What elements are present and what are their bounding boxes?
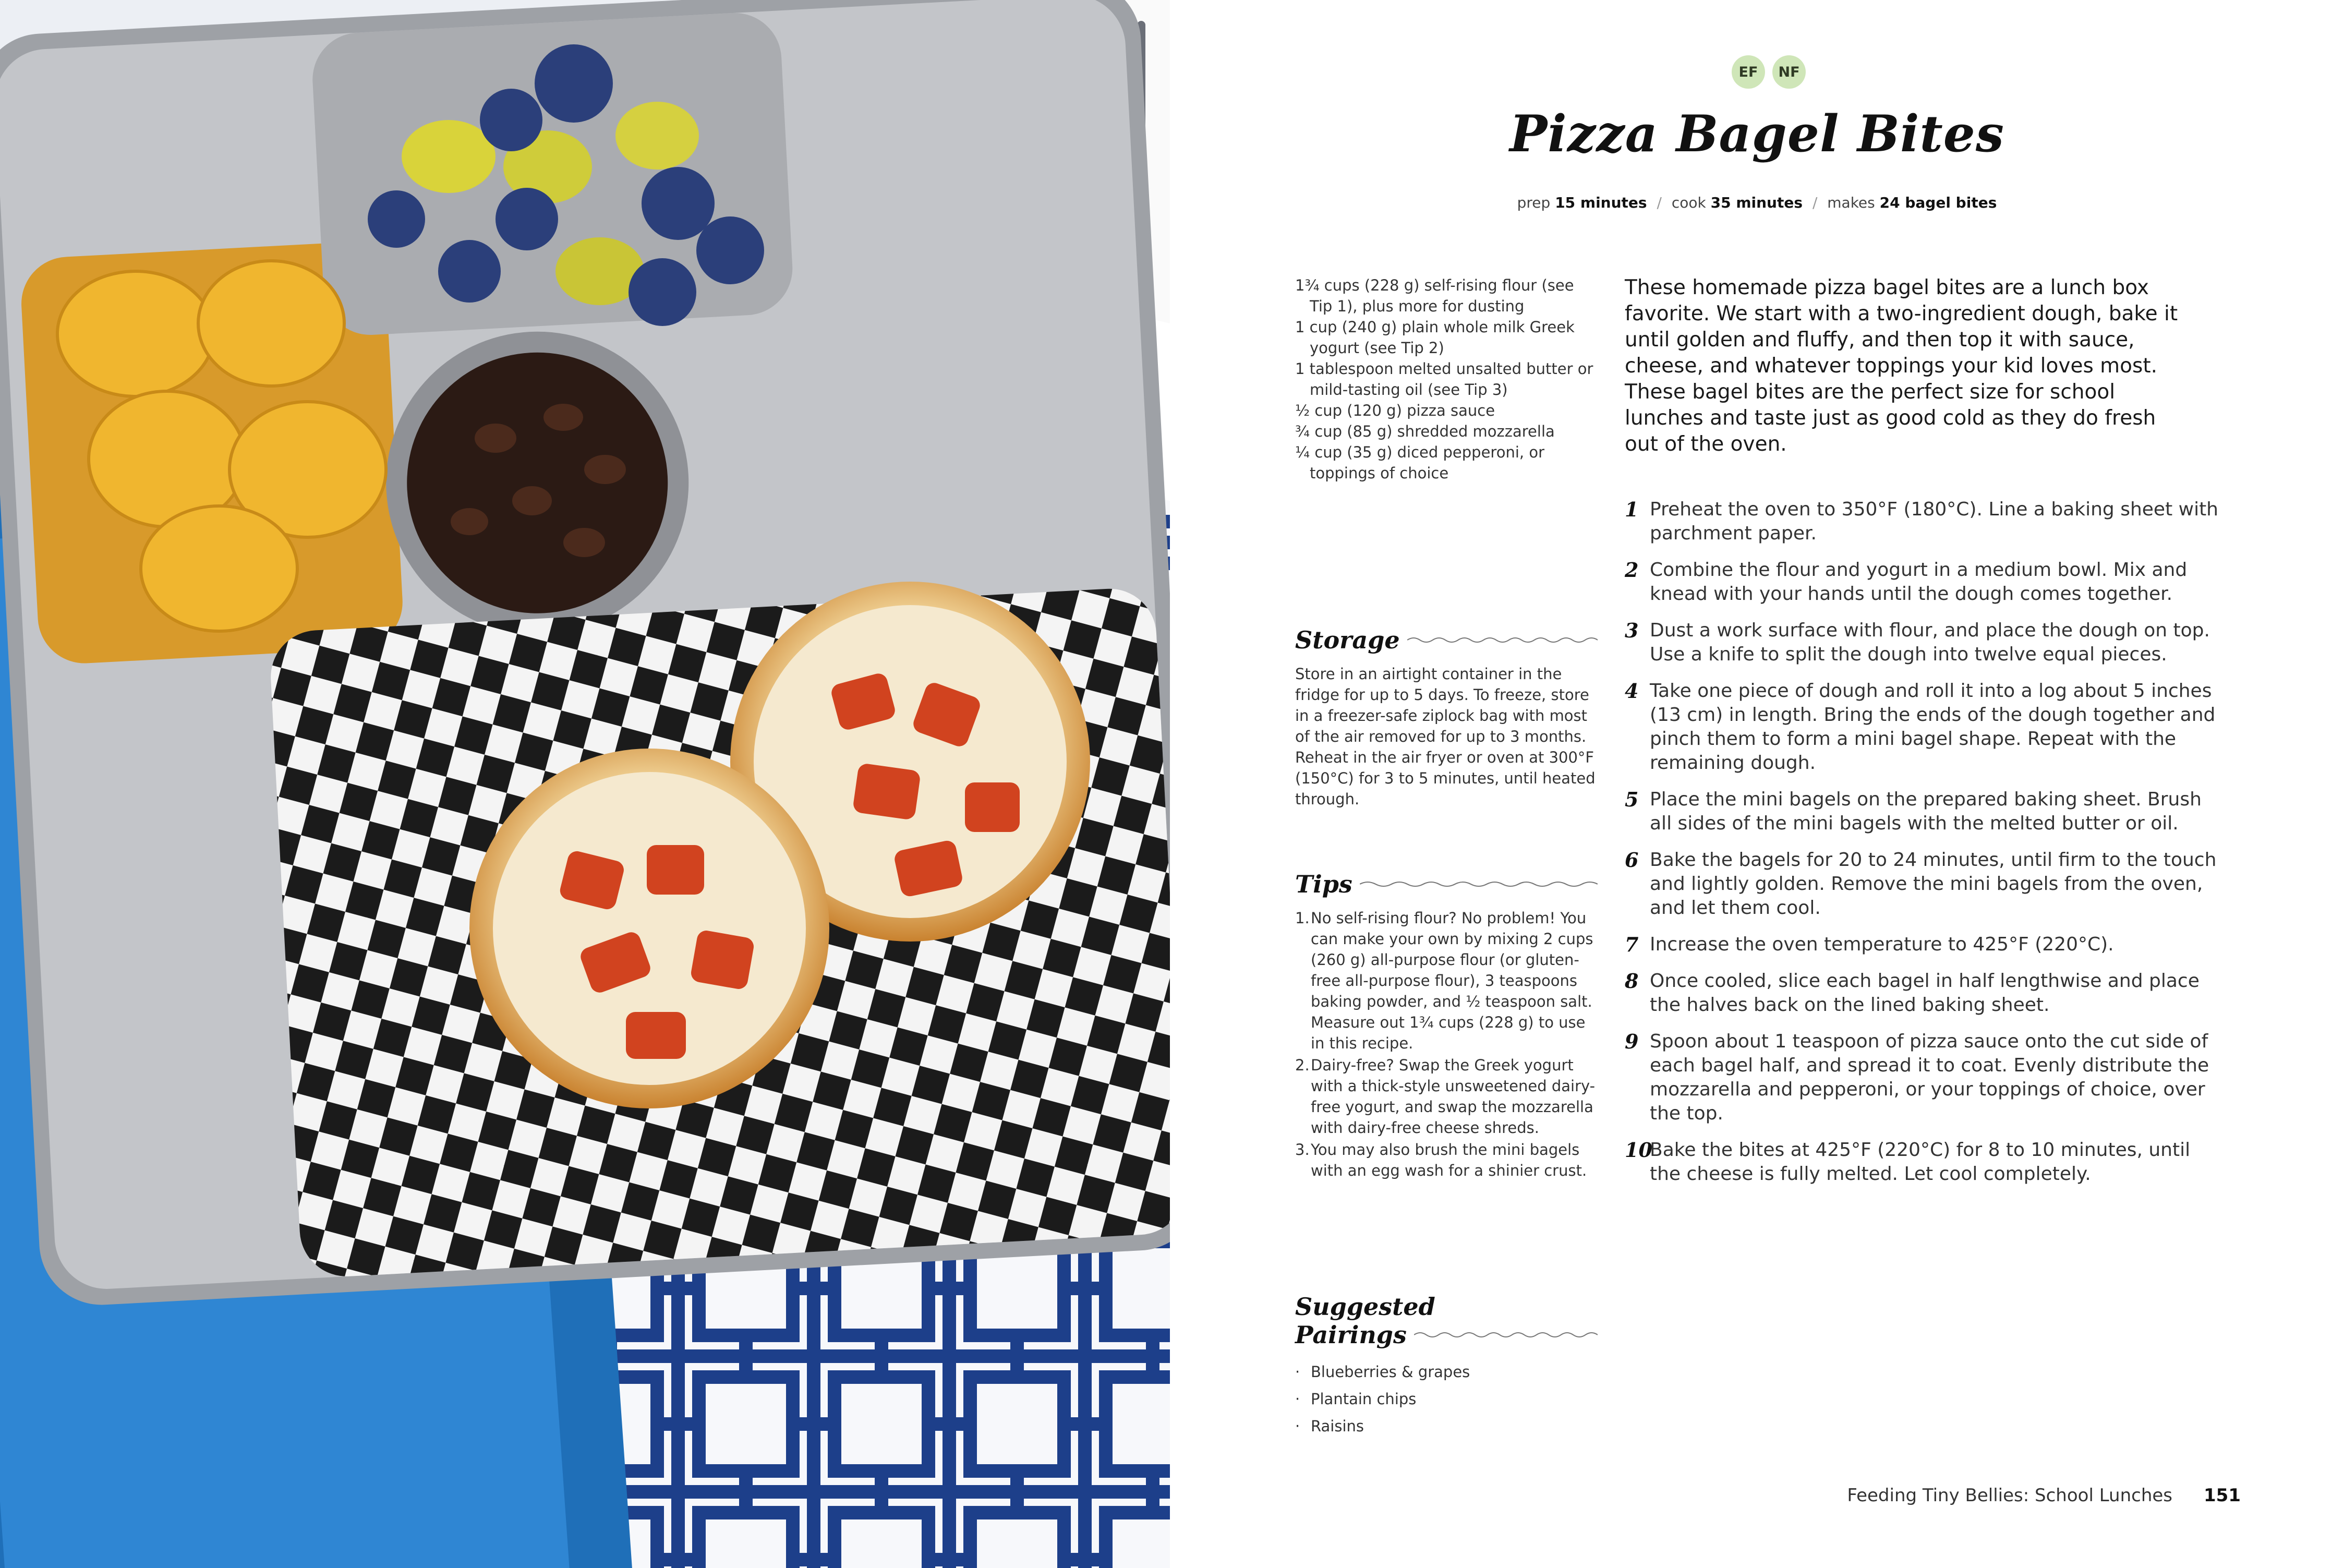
bullet-icon: ·: [1295, 1363, 1300, 1381]
step-item: [1625, 558, 2225, 606]
pairing-text: Blueberries & grapes: [1311, 1363, 1470, 1381]
cook-value: 35 minutes: [1710, 194, 1803, 211]
tips-section: [1295, 870, 1598, 1182]
wave-divider-icon: [1407, 636, 1598, 644]
recipe-page: [1170, 0, 2344, 1568]
ingredient-item: ¼ cup (35 g) diced pepperoni, or toppings of choice: [1295, 443, 1545, 482]
step-item: [1625, 1138, 2225, 1186]
recipe-title: Pizza Bagel Bites: [1509, 104, 2004, 163]
step-text: Spoon about 1 teaspoon of pizza sauce onto the cut side of each bagel half, and spread it to coat. Evenly distribute the mozzarella and pepperoni, or your toppings of choice, over the top.: [1650, 1031, 2209, 1124]
tip-number: 1.: [1295, 909, 1310, 927]
makes-label: makes: [1827, 194, 1875, 211]
pairing-item: [1295, 1413, 1598, 1440]
step-item: [1625, 848, 2225, 920]
step-item: [1625, 1030, 2225, 1126]
step-number: 7: [1625, 933, 1639, 956]
tip-item: [1295, 1139, 1598, 1181]
tip-text: No self-rising flour? No problem! You can make your own by mixing 2 cups (260 g) all-purpose flour (or gluten-free all-purpose flour), 3 teaspoons baking powder, and ½ teaspoon salt. Measure out 1¾ cups (228 g) to use in this recipe.: [1311, 909, 1593, 1052]
recipe-intro: These homemade pizza bagel bites are a lunch box favorite. We start with a two-ingredient dough, bake it until golden and fluffy, and then top it with sauce, cheese, and whatever toppings your kid loves most. These bagel bites are the perfect size for school lunches and taste just as good cold as they do fresh out of the oven.: [1625, 276, 2178, 456]
step-item: [1625, 788, 2225, 836]
step-text: Increase the oven temperature to 425°F (220°C).: [1650, 934, 2114, 955]
ingredient-item: 1¾ cups (228 g) self-rising flour (see Tip 1), plus more for dusting: [1295, 276, 1574, 315]
page-number: 151: [2204, 1485, 2241, 1506]
step-text: Once cooled, slice each bagel in half lengthwise and place the halves back on the lined baking sheet.: [1650, 970, 2200, 1016]
pairings-heading-line1: Suggested: [1295, 1293, 1435, 1321]
step-item: [1625, 679, 2225, 775]
step-number: 2: [1625, 558, 1639, 582]
step-text: Take one piece of dough and roll it into a log about 5 inches (13 cm) in length. Bring the ends of the dough together and pinch them to form a mini bagel shape. Repeat with the remaining dough.: [1650, 680, 2216, 774]
step-item: [1625, 969, 2225, 1017]
footer-section-title: Feeding Tiny Bellies: School Lunches: [1847, 1485, 2173, 1506]
recipe-meta: [1170, 194, 2344, 211]
tip-item: [1295, 908, 1598, 1054]
step-number: 1: [1625, 498, 1639, 521]
tip-text: Dairy-free? Swap the Greek yogurt with a thick-style unsweetened dairy-free yogurt, and swap the mozzarella with dairy-free cheese shreds.: [1311, 1056, 1596, 1137]
step-text: Bake the bagels for 20 to 24 minutes, until firm to the touch and lightly golden. Remove the mini bagels from the oven, and let them cool.: [1650, 849, 2217, 919]
pairing-item: [1295, 1358, 1598, 1385]
ingredient-item: 1 tablespoon melted unsalted butter or mild-tasting oil (see Tip 3): [1295, 360, 1593, 399]
step-text: Bake the bites at 425°F (220°C) for 8 to 10 minutes, until the cheese is fully melted. Let cool completely.: [1650, 1139, 2191, 1185]
nut-free-badge: NF: [1772, 55, 1806, 89]
wave-divider-icon: [1414, 1331, 1598, 1339]
step-number: 8: [1625, 969, 1639, 993]
tip-number: 3.: [1295, 1141, 1310, 1159]
pairings-list: [1295, 1358, 1598, 1440]
ingredient-item: 1 cup (240 g) plain whole milk Greek yogurt (see Tip 2): [1295, 318, 1575, 357]
ingredients-list: [1295, 275, 1598, 484]
ingredient-item: ½ cup (120 g) pizza sauce: [1295, 402, 1495, 419]
step-number: 3: [1625, 619, 1639, 642]
pairings-section: [1295, 1293, 1598, 1440]
storage-text: Store in an airtight container in the fridge for up to 5 days. To freeze, store in a freezer-safe ziplock bag with most of the air removed for up to 3 months. Reheat in the air fryer or oven at 300°F (150°C) for 3 to 5 minutes, until heated through.: [1295, 665, 1596, 808]
pairings-heading-row: [1295, 1321, 1598, 1349]
step-text: Preheat the oven to 350°F (180°C). Line a baking sheet with parchment paper.: [1650, 499, 2219, 544]
step-number: 6: [1625, 848, 1639, 872]
step-number: 9: [1625, 1030, 1639, 1053]
makes-value: 24 bagel bites: [1879, 194, 1997, 211]
tip-item: [1295, 1055, 1598, 1138]
storage-section: [1295, 626, 1598, 810]
step-item: [1625, 619, 2225, 667]
tip-number: 2.: [1295, 1056, 1310, 1074]
pairings-heading-line2: Pairings: [1295, 1321, 1407, 1349]
pairing-text: Plantain chips: [1311, 1390, 1417, 1408]
egg-free-badge: EF: [1732, 55, 1765, 89]
step-item: [1625, 933, 2225, 957]
pairing-item: [1295, 1385, 1598, 1413]
storage-heading: Storage: [1295, 626, 1400, 654]
lunchbox-photo-illustration: [0, 0, 1170, 1568]
prep-value: 15 minutes: [1555, 194, 1647, 211]
storage-heading-row: [1295, 626, 1598, 654]
prep-label: prep: [1517, 194, 1551, 211]
meta-separator: /: [1812, 194, 1818, 211]
ingredient-item: ¾ cup (85 g) shredded mozzarella: [1295, 423, 1555, 440]
tips-heading-row: [1295, 870, 1598, 898]
step-number: 4: [1625, 679, 1639, 703]
recipe-photo: [0, 0, 1170, 1568]
step-number: 10: [1625, 1138, 1652, 1162]
diet-badges: [1732, 55, 1806, 89]
cook-label: cook: [1671, 194, 1706, 211]
pairing-text: Raisins: [1311, 1417, 1364, 1435]
meta-separator: /: [1657, 194, 1662, 211]
pairings-heading: [1295, 1293, 1598, 1349]
tips-list: [1295, 908, 1598, 1181]
step-item: [1625, 498, 2225, 546]
bullet-icon: ·: [1295, 1417, 1300, 1435]
tips-heading: Tips: [1295, 870, 1352, 898]
step-text: Place the mini bagels on the prepared baking sheet. Brush all sides of the mini bagels with the melted butter or oil.: [1650, 789, 2202, 834]
page-footer: [1847, 1485, 2241, 1506]
step-number: 5: [1625, 788, 1639, 811]
step-text: Combine the flour and yogurt in a medium bowl. Mix and knead with your hands until the dough comes together.: [1650, 559, 2188, 605]
method-steps: [1625, 498, 2225, 1199]
step-text: Dust a work surface with flour, and place the dough on top. Use a knife to split the dough into twelve equal pieces.: [1650, 620, 2210, 665]
tip-text: You may also brush the mini bagels with an egg wash for a shinier crust.: [1311, 1141, 1587, 1179]
bullet-icon: ·: [1295, 1390, 1300, 1408]
wave-divider-icon: [1360, 880, 1598, 888]
